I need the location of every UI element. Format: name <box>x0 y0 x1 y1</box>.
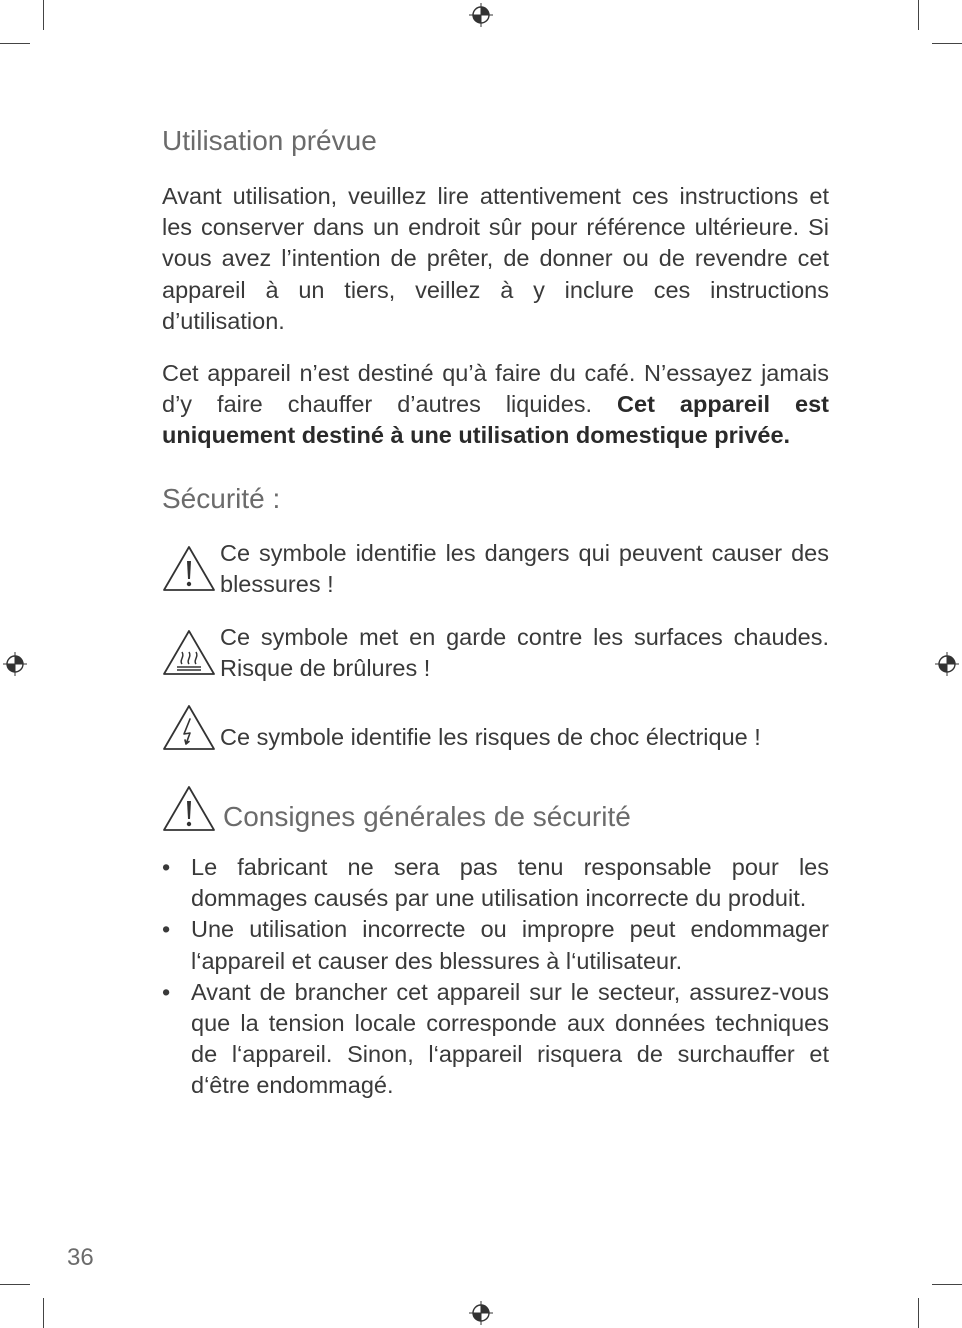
crop-mark-top-right-v <box>918 0 919 30</box>
list-item <box>162 914 829 976</box>
crop-mark-bottom-left-v <box>43 1298 44 1328</box>
symbol-electric-shock-text: Ce symbole identifie les risques de choc électrique ! <box>220 724 761 750</box>
crop-mark-bottom-left-h <box>0 1284 30 1285</box>
registration-mark-top-icon <box>469 3 493 27</box>
intended-use-paragraph-2 <box>162 358 829 452</box>
page-number: 36 <box>67 1244 94 1271</box>
intended-use-paragraph-1: Avant utilisation, veuillez lire attentivement ces instructions et les conserver dans un endroit sûr pour référence ultérieure. Si vous avez l’intention de prêter, de donner ou de revendre cet appareil à un tiers, veillez à y inclure ces instructions d’utilisation. <box>162 183 829 334</box>
registration-mark-bottom-icon <box>469 1301 493 1325</box>
registration-mark-left-icon <box>3 652 27 676</box>
bullet-dot: • <box>162 978 171 1005</box>
heading-safety: Sécurité : <box>162 483 281 514</box>
intended-use-paragraph-2-plain: Cet appareil n’est destiné qu’à faire du café. N’essayez jamais d’y faire chauffer d’autres liquides. <box>162 360 829 418</box>
warning-exclamation-icon <box>162 544 216 592</box>
hot-surface-icon <box>162 628 216 676</box>
crop-mark-bottom-right-h <box>932 1284 962 1285</box>
general-safety-list <box>162 852 829 1102</box>
crop-mark-top-left-v <box>43 0 44 30</box>
heading-general-safety: Consignes générales de sécurité <box>223 801 631 832</box>
symbol-danger-text: Ce symbole identifie les dangers qui peuvent causer des blessures ! <box>220 540 829 598</box>
warning-exclamation-icon <box>162 784 216 832</box>
list-item-text: Une utilisation incorrecte ou impropre peut endommager l‘appareil et causer des blessures à l‘utilisateur. <box>191 916 829 974</box>
bullet-dot: • <box>162 916 171 943</box>
heading-intended-use: Utilisation prévue <box>162 125 377 156</box>
list-item <box>162 977 829 1102</box>
crop-mark-bottom-right-v <box>918 1298 919 1328</box>
list-item <box>162 852 829 914</box>
registration-mark-right-icon <box>935 652 959 676</box>
crop-mark-top-left-h <box>0 43 30 44</box>
intended-use-paragraph-2-bold: Cet appareil est uniquement destiné à une utilisation domestique privée. <box>162 391 829 449</box>
symbol-hot-surface-text: Ce symbole met en garde contre les surfaces chaudes. Risque de brûlures ! <box>220 624 829 682</box>
crop-mark-top-right-h <box>932 43 962 44</box>
bullet-dot: • <box>162 854 171 880</box>
electric-shock-icon <box>162 703 216 751</box>
list-item-text: Le fabricant ne sera pas tenu responsable pour les dommages causés par une utilisation incorrecte du produit. <box>191 854 829 912</box>
list-item-text: Avant de brancher cet appareil sur le secteur, assurez-vous que la tension locale corresponde aux données techniques de l‘appareil. Sinon, l‘appareil risquera de surchauffer et d‘être endommagé. <box>191 978 829 1099</box>
